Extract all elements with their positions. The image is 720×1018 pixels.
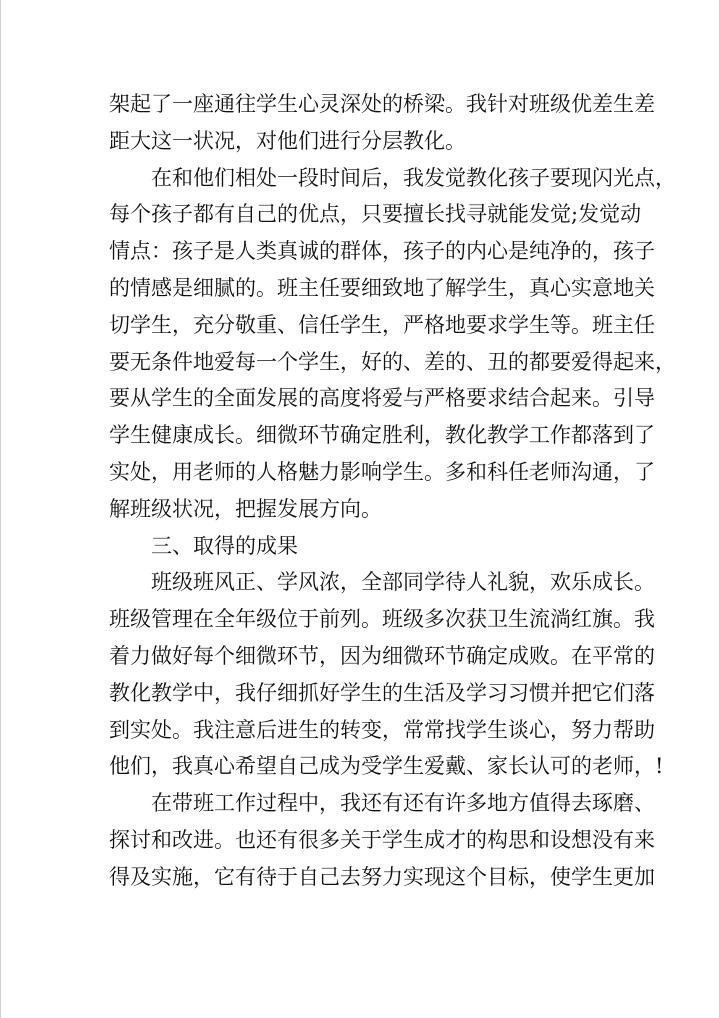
text-line: 探讨和改进。也还有很多关于学生成才的构思和设想没有来 <box>109 827 655 852</box>
text-line: 得及实施，它有待于自己去努力实现这个目标，使学生更加 <box>109 864 655 889</box>
text-line: 班级管理在全年级位于前列。班级多次获卫生流淌红旗。我 <box>109 607 655 632</box>
text-line: 解班级状况，把握发展方向。 <box>109 496 382 521</box>
text-line: 教化教学中，我仔细抓好学生的生活及学习习惯并把它们落 <box>109 680 655 705</box>
text-line: 要从学生的全面发展的高度将爱与严格要求结合起来。引导 <box>109 386 655 411</box>
text-line: 到实处。我注意后进生的转变，常常找学生谈心，努力帮助 <box>109 717 655 742</box>
text-line: 切学生，充分敬重、信任学生，严格地要求学生等。班主任 <box>109 312 655 337</box>
text-line: 着力做好每个细微环节，因为细微环节确定成败。在平常的 <box>109 643 655 668</box>
text-line: 的情感是细腻的。班主任要细致地了解学生，真心实意地关 <box>109 275 655 300</box>
document-body <box>109 86 676 896</box>
text-line: 每个孩子都有自己的优点，只要擅长找寻就能发觉;发觉动 <box>109 202 642 227</box>
section-heading: 三、取得的成果 <box>151 533 298 558</box>
text-line: 架起了一座通往学生心灵深处的桥梁。我针对班级优差生差 <box>109 92 655 116</box>
text-line: 他们，我真心希望自己成为受学生爱戴、家长认可的老师，! <box>109 754 664 779</box>
text-line: 学生健康成长。细微环节确定胜利，教化教学工作都落到了 <box>109 423 655 448</box>
text-line: 在带班工作过程中，我还有还有许多地方值得去琢磨、 <box>151 791 655 816</box>
text-line: 班级班风正、学风浓，全部同学待人礼貌，欢乐成长。 <box>151 570 655 595</box>
text-line: 要无条件地爱每一个学生，好的、差的、丑的都要爱得起来， <box>109 349 676 374</box>
text-line: 情点：孩子是人类真诚的群体，孩子的内心是纯净的，孩子 <box>109 239 655 264</box>
text-line: 实处，用老师的人格魅力影响学生。多和科任老师沟通，了 <box>109 459 655 484</box>
text-line: 在和他们相处一段时间后，我发觉教化孩子要现闪光点， <box>151 165 676 190</box>
text-line: 距大这一状况，对他们进行分层教化。 <box>109 128 466 153</box>
